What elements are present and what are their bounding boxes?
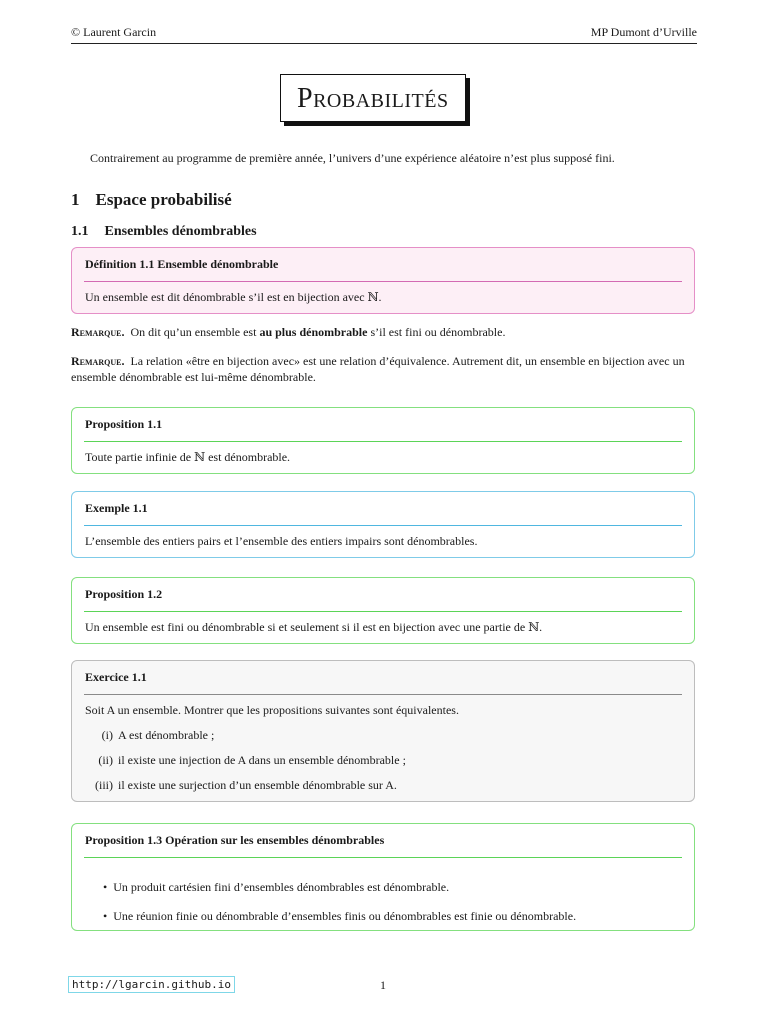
remark-2 bbox=[71, 353, 699, 385]
remark-label: Remarque. bbox=[71, 325, 125, 339]
header-school: MP Dumont d’Urville bbox=[590, 25, 697, 39]
remark-bold-term: au plus dénombrable bbox=[259, 325, 368, 339]
item-label: (iii) bbox=[95, 778, 113, 792]
proposition-body bbox=[72, 858, 694, 930]
list-item bbox=[103, 909, 681, 924]
item-label: (i) bbox=[101, 728, 113, 742]
proposition-1-3-box bbox=[71, 823, 695, 931]
proposition-title: Proposition 1.1 bbox=[85, 417, 163, 431]
item-text: A est dénombrable ; bbox=[118, 728, 215, 742]
item-text: Une réunion finie ou dénombrable d’ensembles finis ou dénombrables est finie ou dénombrable. bbox=[113, 909, 577, 923]
item-label: (ii) bbox=[98, 753, 113, 767]
list-item bbox=[85, 728, 681, 743]
subsection-title: Ensembles dénombrables bbox=[104, 224, 257, 239]
remark-text-before: On dit qu’un ensemble est bbox=[130, 325, 260, 339]
definition-title: Définition 1.1 Ensemble dénombrable bbox=[85, 257, 279, 271]
exercise-list bbox=[85, 728, 681, 793]
remark-text: La relation «être en bijection avec» est une relation d’équivalence. Autrement dit, un ensemble en bijection avec un ensemble dénombrable est lui-même dénombrable. bbox=[71, 354, 685, 384]
website-link[interactable]: http://lgarcin.github.io bbox=[68, 976, 235, 993]
proposition-1-1-box bbox=[71, 407, 695, 474]
subsection-number: 1.1 bbox=[71, 224, 89, 239]
bullet-icon: • bbox=[103, 909, 108, 923]
header-author: © Laurent Garcin bbox=[71, 25, 157, 39]
proposition-body: Un ensemble est fini ou dénombrable si et seulement si il est en bijection avec une partie de ℕ. bbox=[85, 620, 543, 634]
exercise-body bbox=[72, 695, 694, 801]
exercise-title: Exercice 1.1 bbox=[85, 670, 147, 684]
proposition-title: Proposition 1.2 bbox=[85, 587, 163, 601]
item-text: il existe une injection de A dans un ensemble dénombrable ; bbox=[118, 753, 406, 767]
definition-body: Un ensemble est dit dénombrable s’il est en bijection avec ℕ. bbox=[85, 290, 382, 304]
remark-1 bbox=[71, 324, 699, 340]
remark-label: Remarque. bbox=[71, 354, 125, 368]
list-item bbox=[85, 753, 681, 768]
title-frame bbox=[280, 74, 466, 122]
bullet-icon: • bbox=[103, 880, 108, 894]
exercise-1-1-box bbox=[71, 660, 695, 802]
section-number: 1 bbox=[71, 190, 80, 209]
section-title: Espace probabilisé bbox=[95, 190, 232, 209]
proposition-1-2-box bbox=[71, 577, 695, 644]
page-header bbox=[71, 25, 697, 44]
example-1-1-box bbox=[71, 491, 695, 558]
bullet-list bbox=[85, 880, 681, 924]
proposition-body: Toute partie infinie de ℕ est dénombrable. bbox=[85, 450, 291, 464]
example-body: L’ensemble des entiers pairs et l’ensemble des entiers impairs sont dénombrables. bbox=[85, 534, 478, 548]
list-item bbox=[103, 880, 681, 895]
page-title: Probabilités bbox=[280, 74, 466, 122]
definition-box bbox=[71, 247, 695, 314]
example-title: Exemple 1.1 bbox=[85, 501, 148, 515]
remark-text-after: s’il est fini ou dénombrable. bbox=[367, 325, 506, 339]
item-text: il existe une surjection d’un ensemble dénombrable sur A. bbox=[118, 778, 397, 792]
section-heading bbox=[71, 190, 232, 210]
item-text: Un produit cartésien fini d’ensembles dénombrables est dénombrable. bbox=[113, 880, 450, 894]
intro-paragraph: Contrairement au programme de première année, l’univers d’une expérience aléatoire n’est plus supposé fini. bbox=[90, 151, 615, 165]
exercise-intro: Soit A un ensemble. Montrer que les propositions suivantes sont équivalentes. bbox=[85, 703, 459, 717]
proposition-title: Proposition 1.3 Opération sur les ensembles dénombrables bbox=[85, 833, 385, 847]
page-number: 1 bbox=[380, 978, 386, 992]
subsection-heading bbox=[71, 224, 257, 240]
list-item bbox=[85, 778, 681, 793]
